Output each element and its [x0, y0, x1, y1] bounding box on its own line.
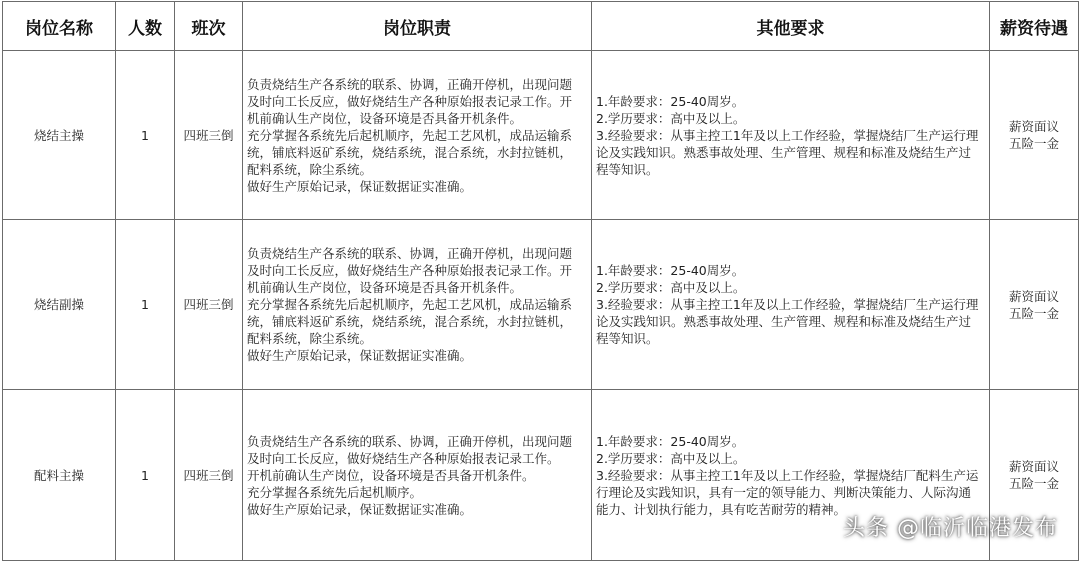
position-cell: 烧结副操	[3, 220, 116, 390]
table-row	[3, 220, 1079, 390]
duty-line: 及时向工长反应，做好烧结生产各种原始报表记录工作。开	[247, 93, 573, 109]
salary-cell	[990, 220, 1079, 390]
duty-line: 负责烧结生产各系统的联系、协调，正确开停机，出现问题	[247, 433, 573, 449]
duty-line: 做好生产原始记录，保证数据证实准确。	[247, 501, 473, 517]
requirements-cell	[592, 220, 990, 390]
duties-cell	[243, 390, 592, 561]
duty-line: 充分掌握各系统先后起机顺序，先起工艺风机，成品运输系	[247, 127, 573, 143]
requirement-line: 1.年龄要求：25-40周岁。	[596, 93, 745, 109]
requirement-line: 1.年龄要求：25-40周岁。	[596, 263, 745, 278]
salary-cell	[990, 51, 1079, 220]
requirement-line: 3.经验要求：从事主控工1年及以上工作经验，掌握烧结厂生产运行理	[596, 127, 979, 143]
shift-cell: 四班三倒	[175, 51, 243, 220]
count-cell: 1	[116, 390, 175, 561]
salary-line: 薪资面议	[1008, 288, 1059, 304]
position-cell: 配料主操	[3, 390, 116, 561]
table-row	[3, 51, 1079, 220]
requirement-line: 程等知识。	[596, 161, 659, 177]
duty-line: 配料系统，除尘系统。	[247, 331, 373, 346]
header-position: 岗位名称	[3, 2, 116, 51]
requirement-line: 行理论及实践知识，具有一定的领导能力、判断决策能力、人际沟通	[596, 484, 972, 500]
duty-line: 做好生产原始记录，保证数据证实准确。	[247, 178, 473, 194]
header-requirements: 其他要求	[592, 2, 990, 51]
header-count: 人数	[116, 2, 175, 51]
requirement-line: 论及实践知识。熟悉事故处理、生产管理、规程和标准及烧结生产过	[596, 314, 972, 329]
requirement-line: 2.学历要求：高中及以上。	[596, 280, 746, 295]
shift-cell: 四班三倒	[175, 220, 243, 390]
requirement-line: 论及实践知识。熟悉事故处理、生产管理、规程和标准及烧结生产过	[596, 144, 972, 160]
requirement-line: 能力、计划执行能力，具有吃苦耐劳的精神。	[596, 501, 847, 517]
duty-line: 开机前确认生产岗位，设备环境是否具备开机条件。	[247, 467, 535, 483]
requirement-line: 程等知识。	[596, 331, 659, 346]
duty-line: 机前确认生产岗位，设备环境是否具备开机条件。	[247, 110, 523, 126]
job-table	[2, 1, 1079, 561]
duties-cell	[243, 51, 592, 220]
duty-line: 负责烧结生产各系统的联系、协调，正确开停机，出现问题	[247, 76, 573, 92]
benefits-line: 五险一金	[1008, 476, 1059, 491]
position-cell: 烧结主操	[3, 51, 116, 220]
duty-line: 机前确认生产岗位，设备环境是否具备开机条件。	[247, 280, 523, 295]
header-shift: 班次	[175, 2, 243, 51]
duties-cell	[243, 220, 592, 390]
duty-line: 统，铺底料返矿系统，烧结系统，混合系统，水封拉链机，	[247, 144, 573, 160]
requirement-line: 3.经验要求：从事主控工1年及以上工作经验，掌握烧结厂配料生产运	[596, 467, 979, 483]
benefits-line: 五险一金	[1008, 136, 1059, 151]
count-cell: 1	[116, 220, 175, 390]
count-cell: 1	[116, 51, 175, 220]
duty-line: 充分掌握各系统先后起机顺序，先起工艺风机，成品运输系	[247, 297, 573, 312]
duty-line: 做好生产原始记录，保证数据证实准确。	[247, 348, 473, 363]
duty-line: 及时向工长反应，做好烧结生产各种原始报表记录工作。	[247, 450, 560, 466]
header-duties: 岗位职责	[243, 2, 592, 51]
requirements-cell	[592, 51, 990, 220]
duty-line: 及时向工长反应，做好烧结生产各种原始报表记录工作。开	[247, 263, 573, 278]
duty-line: 配料系统，除尘系统。	[247, 161, 373, 177]
duty-line: 充分掌握各系统先后起机顺序。	[247, 484, 423, 500]
header-salary: 薪资待遇	[990, 2, 1079, 51]
requirement-line: 2.学历要求：高中及以上。	[596, 450, 746, 466]
requirement-line: 2.学历要求：高中及以上。	[596, 110, 746, 126]
duty-line: 统，铺底料返矿系统，烧结系统，混合系统，水封拉链机，	[247, 314, 573, 329]
salary-line: 薪资面议	[1008, 119, 1059, 134]
duty-line: 负责烧结生产各系统的联系、协调，正确开停机，出现问题	[247, 246, 573, 261]
salary-line: 薪资面议	[1008, 459, 1059, 474]
shift-cell: 四班三倒	[175, 390, 243, 561]
requirement-line: 3.经验要求：从事主控工1年及以上工作经验，掌握烧结厂生产运行理	[596, 297, 979, 312]
table-header-row	[3, 2, 1079, 51]
requirement-line: 1.年龄要求：25-40周岁。	[596, 433, 745, 449]
benefits-line: 五险一金	[1008, 305, 1059, 321]
source-watermark: 头条 @临沂临港发布	[843, 516, 1058, 541]
